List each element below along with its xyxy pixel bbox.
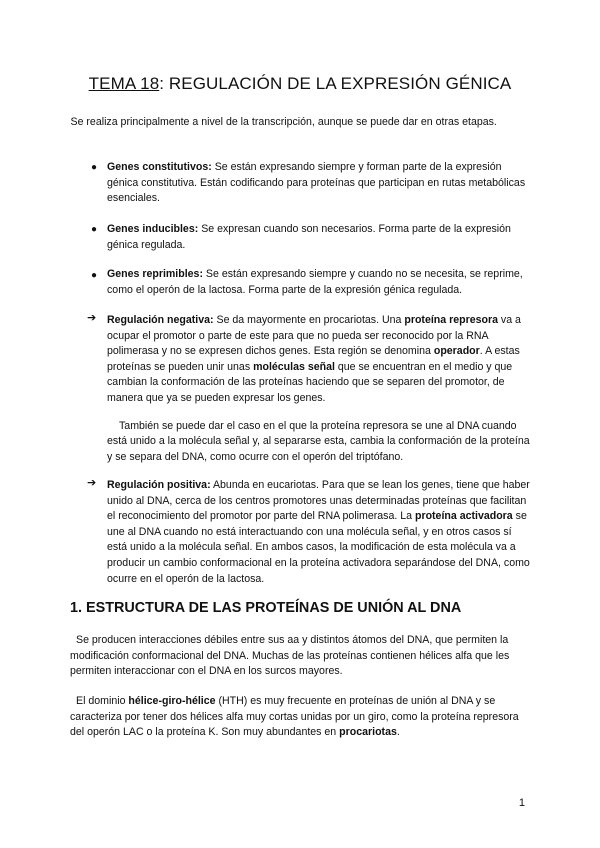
neg-text-3: . A estas proteínas se pueden unir unas	[107, 345, 520, 373]
para2-bold-1: hélice-giro-hélice	[128, 695, 216, 707]
section-paragraph-1	[70, 633, 532, 680]
pos-bold-1: proteína activadora	[414, 510, 513, 523]
bullet-text: Se están expresando siempre y cuando no se necesita, se reprime, como el operón de la lactosa. Forma parte de la expresión génica regulada.	[107, 268, 523, 296]
title-text: : REGULACIÓN DE LA EXPRESIÓN GÉNICA	[159, 74, 512, 93]
pos-text-2: se une al DNA cuando no está interactuando con una molécula señal, y en otros casos sí está unido a la molécula señal. En ambos casos, la modificación de esta molécula va a producir un cambio conformacional en la proteína activadora separándose del DNA, como ocurre en el operón de la lactosa.	[107, 510, 530, 585]
neg-text-1: Se da mayormente en procariotas. Una	[213, 314, 405, 326]
bullet-text: Se expresan cuando son necesarios. Forma parte de la expresión génica regulada.	[107, 223, 511, 251]
para1-text: Se producen interacciones débiles entre sus aa y distintos átomos del DNA, que permiten la modificación conformacional del DNA. Muchas de las proteínas contienen hélices alfa que les permiten interaccionar con el DNA en los surcos mayores.	[70, 634, 510, 678]
neg-extra-paragraph: También se puede dar el caso en el que la proteína represora se une al DNA cuando está unido a la molécula señal y, al separarse esta, cambia la conformación de la proteína y se separa del DNA, como ocurre con el operón del triptófano.	[107, 419, 530, 463]
page-title	[0, 74, 600, 94]
bullet-term: Genes reprimibles:	[107, 268, 203, 280]
page-number: 1	[518, 797, 525, 809]
intro-paragraph	[70, 115, 540, 131]
pos-text-1: Abunda en eucariotas. Para que se lean los genes, tiene que haber unido al DNA, cerca de los centros promotores unas determinadas proteínas que facilitan el reconocimiento del promotor por parte del RNA polimerasa. La	[107, 479, 530, 523]
title-topic: TEMA 18	[88, 74, 160, 93]
bullet-dot: ●	[91, 224, 98, 235]
para2-bold-2: procariotas	[339, 726, 397, 739]
arrow-item-negativa	[107, 313, 532, 465]
neg-text-2: va a ocupar el promotor o parte de este para que no pueda ser reconocido por la RNA polimerasa y no se expresen dichos genes. Esta región se denomina	[107, 314, 521, 358]
neg-term: Regulación negativa:	[107, 314, 214, 326]
section-heading: 1. ESTRUCTURA DE LAS PROTEÍNAS DE UNIÓN AL DNA	[70, 600, 462, 616]
neg-text-4: que se encuentran en el medio y que cambian la conformación de las proteínas haciendo que se separen del promotor, de manera que ya se pueden expresar los genes.	[107, 360, 513, 404]
arrow-bullet-icon: ➔	[87, 477, 97, 489]
bullet-text: Se están expresando siempre y forman parte de la expresión génica constitutiva. Están codificando para proteínas que participan en rutas metabólicas esenciales.	[107, 161, 526, 205]
neg-bold-3: moléculas señal	[253, 360, 335, 373]
section-paragraph-2	[70, 694, 532, 741]
bullet-item-reprimibles	[107, 267, 532, 298]
bullet-dot: ●	[91, 270, 98, 281]
bullet-term: Genes inducibles:	[107, 223, 199, 235]
para2-text-1: El dominio	[76, 695, 129, 707]
intro-text: Se realiza principalmente a nivel de la transcripción, aunque se puede dar en otras etapas.	[70, 116, 497, 128]
neg-bold-2: operador	[433, 345, 480, 358]
arrow-bullet-icon: ➔	[87, 312, 97, 324]
bullet-dot: ●	[91, 162, 98, 173]
para2-text-3: .	[396, 726, 400, 739]
neg-bold-1: proteína represora	[404, 314, 498, 326]
pos-term: Regulación positiva:	[107, 479, 211, 491]
bullet-term: Genes constitutivos:	[107, 161, 212, 173]
bullet-item-constitutivos	[107, 160, 532, 207]
bullet-item-inducibles	[107, 222, 532, 253]
arrow-item-positiva	[107, 478, 532, 587]
para2-text-2: (HTH) es muy frecuente en proteínas de unión al DNA y se caracteriza por tener dos hélices alfa muy cortas unidas por un giro, como la proteína represora del operón LAC o la proteína K. Son muy abundantes en	[70, 695, 519, 739]
